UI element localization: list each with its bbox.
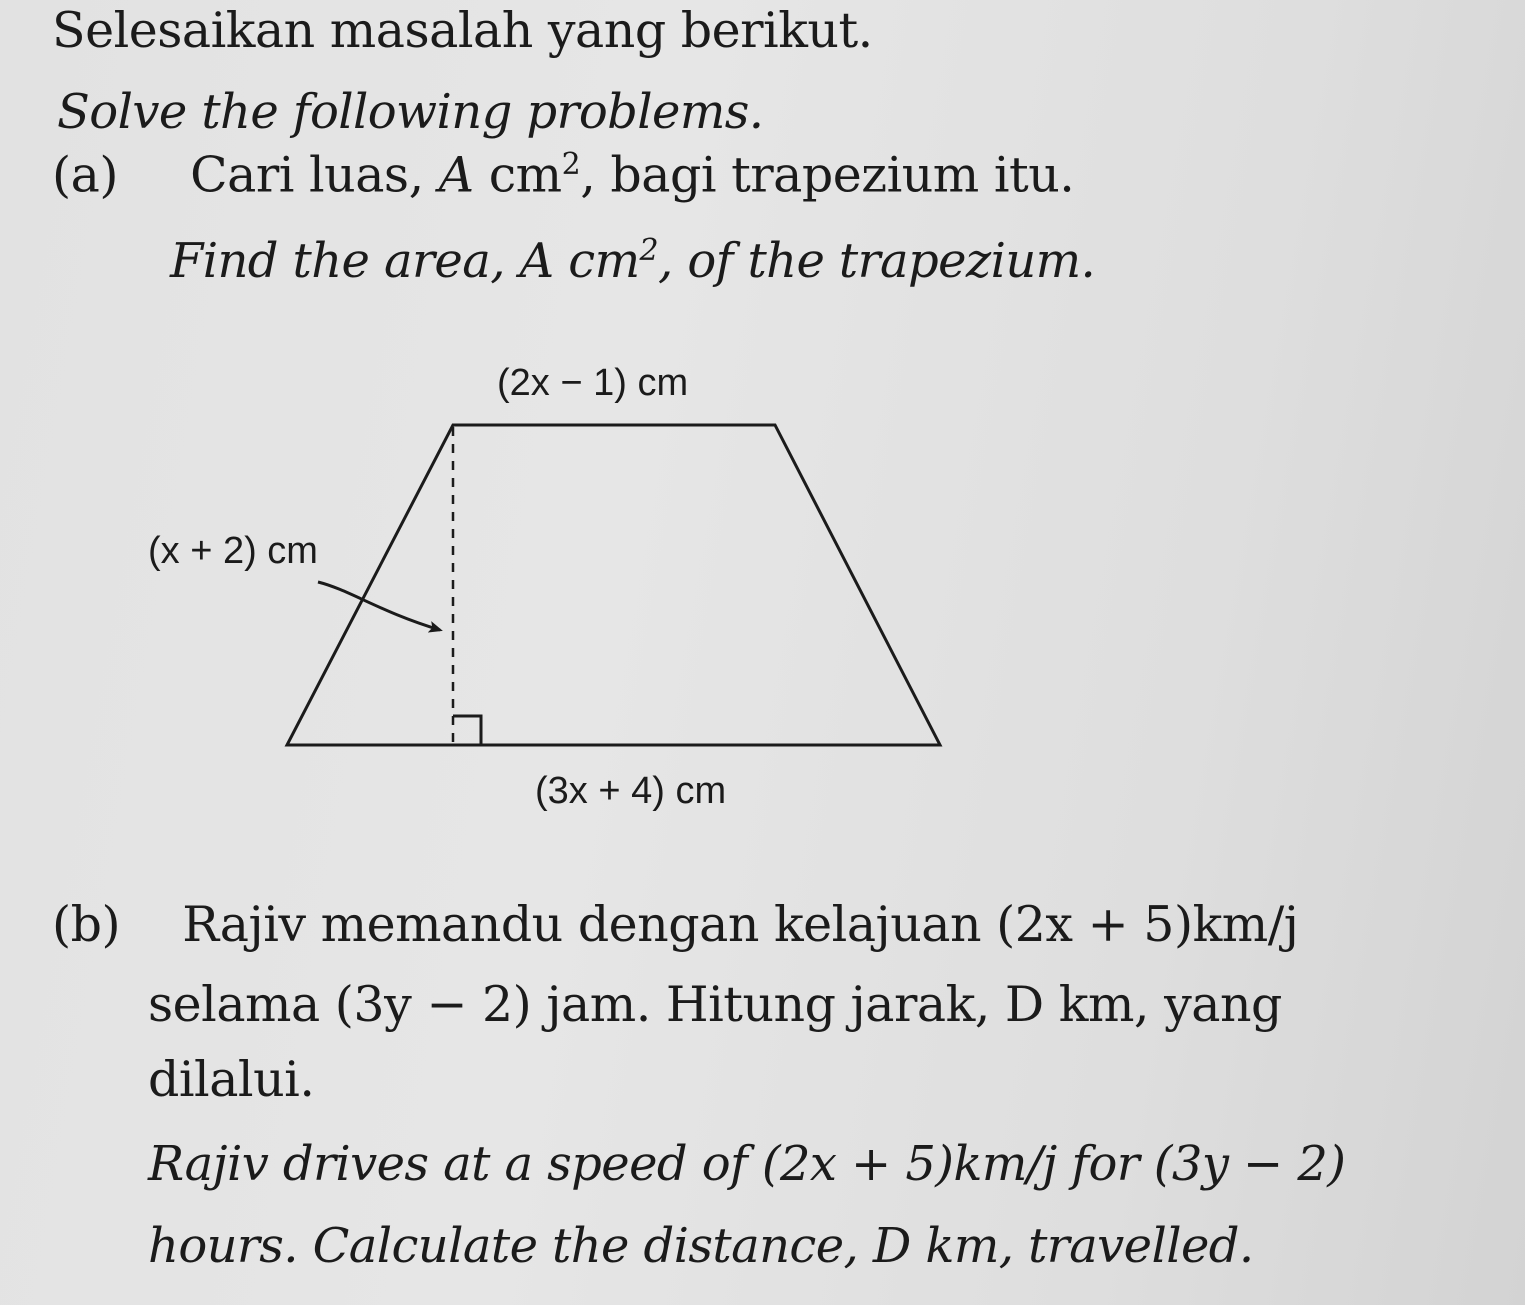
part-a-label: (a) <box>52 146 118 204</box>
part-b-malay-line-2-suffix: jam. Hitung jarak, D km, yang <box>546 976 1282 1033</box>
part-a-malay-var: A <box>438 146 474 204</box>
part-a-malay-prefix: Cari luas, <box>190 146 424 204</box>
part-b-english-line-2: hours. Calculate the distance, D km, travelled. <box>148 1218 1254 1274</box>
part-a-english-exp: 2 <box>639 233 658 268</box>
part-a-malay-unit: cm <box>488 146 562 204</box>
part-a-english-unit: cm <box>568 233 640 289</box>
part-a-english-var: A <box>519 233 554 289</box>
part-a-malay-suffix: , bagi trapezium itu. <box>580 146 1075 204</box>
part-a-malay-exp: 2 <box>561 147 581 182</box>
height-label: (x + 2) cm <box>148 530 318 572</box>
part-b-english-time: (3y − 2) <box>1153 1136 1346 1192</box>
part-b-malay-line-2-prefix: selama <box>148 976 320 1033</box>
part-b-malay-line-1-text: Rajiv memandu dengan kelajuan <box>182 896 982 953</box>
instruction-english: Solve the following problems. <box>57 84 764 140</box>
part-b-malay-line-2 <box>148 976 1282 1033</box>
part-a-english-prefix: Find the area, <box>170 233 505 289</box>
height-pointer-arrow <box>318 582 440 630</box>
instruction-malay: Selesaikan masalah yang berikut. <box>52 2 873 59</box>
top-side-label: (2x − 1) cm <box>497 362 689 404</box>
part-b-english-line-1 <box>148 1136 1346 1192</box>
part-a-english-suffix: , of the trapezium. <box>658 233 1096 289</box>
part-b-malay-line-1 <box>52 896 1299 953</box>
part-b-malay-speed: (2x + 5)km/j <box>996 896 1299 953</box>
part-b-english-speed: (2x + 5)km/j <box>761 1136 1057 1192</box>
part-b-label: (b) <box>52 896 121 953</box>
part-b-malay-time: (3y − 2) <box>334 976 532 1033</box>
part-b-english-line-1-prefix: Rajiv drives at a speed of <box>148 1136 748 1192</box>
bottom-side-label: (3x + 4) cm <box>535 770 727 812</box>
part-b-malay-line-3: dilalui. <box>148 1051 315 1108</box>
part-b-english-for: for <box>1071 1136 1140 1192</box>
trapezium-shape <box>287 425 940 745</box>
right-angle-marker <box>453 716 481 745</box>
